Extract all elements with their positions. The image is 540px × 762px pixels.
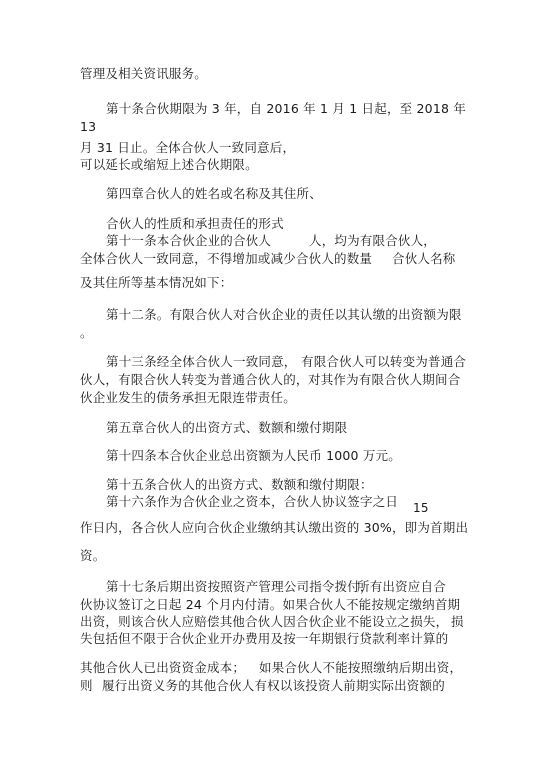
text-line: 伙人，有限合伙人转变为普通合伙人的， bbox=[80, 372, 309, 387]
text-line: 其他合伙人已出资资金成本； bbox=[80, 660, 246, 675]
text-line: 伙企业发生的债务承担无限连带责任。 bbox=[80, 390, 296, 405]
text-line: 如果合伙人不能按照缴纳后期出资， bbox=[259, 660, 463, 675]
text-line: 15 bbox=[413, 501, 429, 515]
text-line: 第十三条经全体合伙人一致同意， bbox=[106, 354, 297, 369]
text-line: 合伙人的性质和承担责任的形式 bbox=[106, 216, 284, 231]
text-line: 失包括但不限于合伙企业开办费用及按一年期银行贷款利率计算的 bbox=[80, 631, 449, 646]
text-line: 第十五条合伙人的出资方式、数额和缴付期限： bbox=[106, 477, 373, 492]
text-line: 及其住所等基本情况如下： bbox=[80, 275, 233, 290]
text-line: 有限合伙人可以转变为普通合 bbox=[301, 354, 467, 369]
chapter-heading: 第四章合伙人的姓名或名称及其住所、 bbox=[106, 186, 322, 201]
text-line: 第十条合伙期限为 3 年，自 2016 年 1 月 1 日起，至 2018 年 bbox=[106, 101, 467, 116]
text-line: 第十一条本合伙企业的合伙人 bbox=[106, 233, 272, 248]
text-line: 出资，则该合伙人应赔偿其他合伙人因合伙企业不能设立之损失， bbox=[80, 614, 449, 629]
text-line: 全体合伙人一致同意，不得增加或减少合伙人的数量 bbox=[80, 251, 373, 266]
text-line: 作日内，各合伙人应向合伙企业缴纳其认缴出资的 30%，即为首期出 bbox=[80, 520, 469, 535]
text-line: 第十七条后期出资按照资产管理公司指令拨付， bbox=[106, 579, 373, 594]
text-line: 第十六条作为合伙企业之资本，合伙人协议签字之日 bbox=[106, 494, 399, 509]
text-line: 管理及相关资讯服务。 bbox=[80, 66, 208, 81]
text-line: 第十四条本合伙企业总出资额为人民币 1000 万元。 bbox=[106, 448, 401, 463]
text-line: 第十二条。有限合伙人对合伙企业的责任以其认缴的出资额为限 bbox=[106, 307, 462, 322]
text-line: 合伙人名称 bbox=[392, 251, 456, 266]
text-line: 13 bbox=[80, 119, 97, 134]
text-line: 月 31 日止。全体合伙人一致同意后， bbox=[80, 140, 296, 155]
text-line: 人，均为有限合伙人， bbox=[309, 233, 437, 248]
text-line: 对其作为有限合伙人期间合 bbox=[308, 372, 461, 387]
text-line: 资。 bbox=[80, 548, 106, 563]
text-line: 损 bbox=[451, 614, 464, 629]
text-line: 可以延长或缩短上述合伙期限。 bbox=[80, 157, 258, 172]
text-line: 伙协议签订之日起 24 个月内付清。如果合伙人不能按规定缴纳首期 bbox=[80, 597, 461, 612]
text-line: 履行出资义务的其他合伙人有权以该投资人前期实际出资额的 bbox=[102, 678, 445, 693]
text-line: 所有出资应自合 bbox=[357, 579, 446, 594]
chapter-heading: 第五章合伙人的出资方式、数额和缴付期限 bbox=[106, 420, 348, 435]
text-line: 。 bbox=[80, 325, 93, 340]
text-line: 则 bbox=[80, 678, 93, 693]
